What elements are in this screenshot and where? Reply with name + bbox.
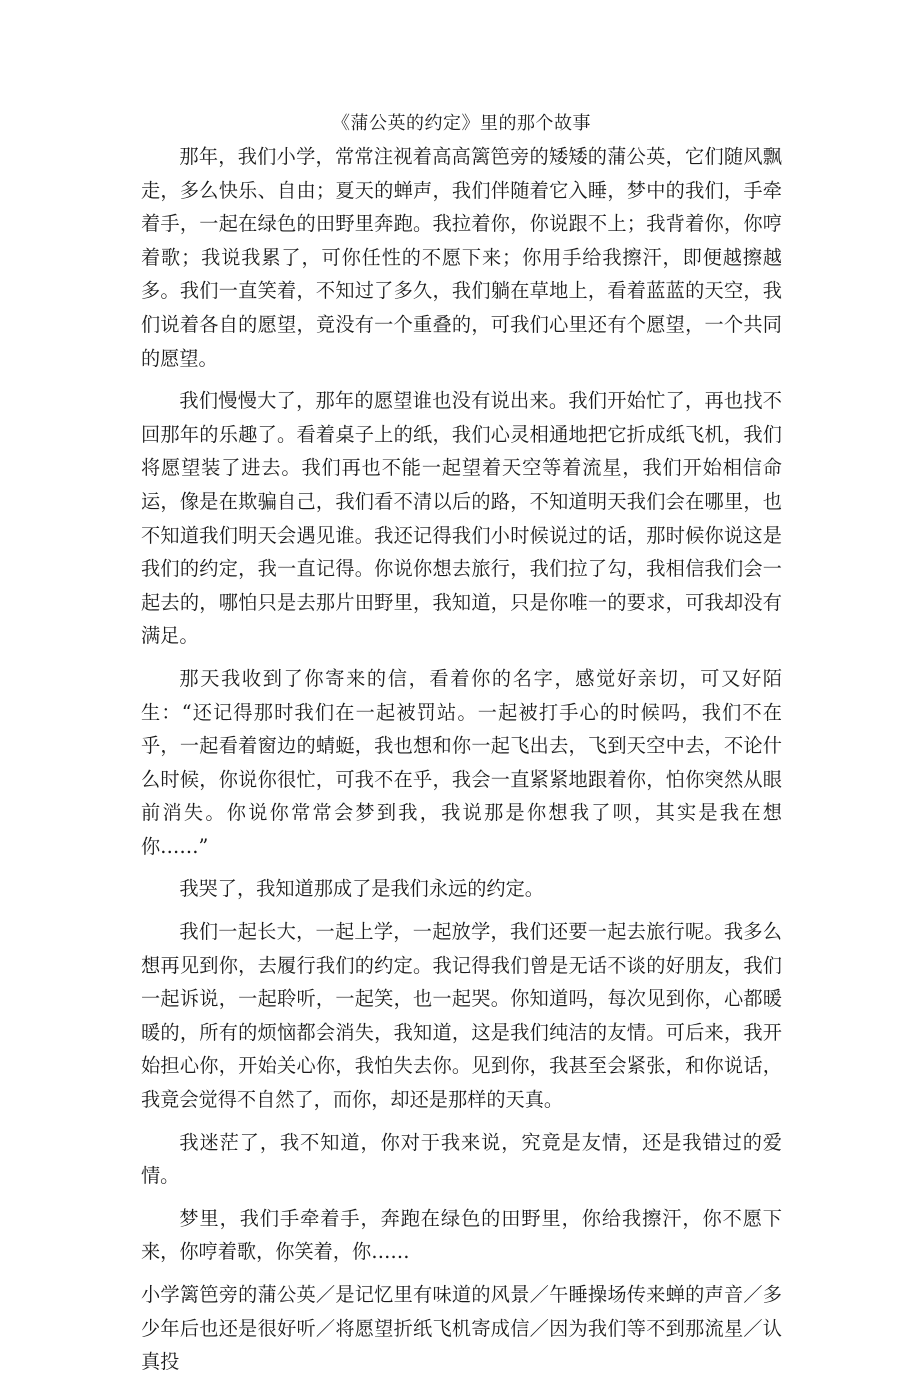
paragraph-5: 我们一起长大，一起上学，一起放学，我们还要一起去旅行呢。我多么想再见到你，去履行我们的约定。我记得我们曾是无话不谈的好朋友，我们一起诉说，一起聆听，一起笑，也一起哭。你知道吗，每次见到你，心都暖暖的，所有的烦恼都会消失，我知道，这是我们纯洁的友情。可后来，我开始担心你，开始关心你，我怕失去你。见到你，我甚至会紧张，和你说话，我竟会觉得不自然了，而你，却还是那样的天真。 xyxy=(141,920,782,1112)
lyrics-excerpt: 小学篱笆旁的蒲公英／是记忆里有味道的风景／午睡操场传来蝉的声音／多少年后也还是很好听／将愿望折纸飞机寄成信／因为我们等不到那流星／认真投 xyxy=(141,1283,782,1374)
paragraph-4: 我哭了，我知道那成了是我们永远的约定。 xyxy=(179,877,544,901)
paragraph-2: 我们慢慢大了，那年的愿望谁也没有说出来。我们开始忙了，再也找不回那年的乐趣了。看着桌子上的纸，我们心灵相通地把它折成纸飞机，我们将愿望装了进去。我们再也不能一起望着天空等着流星，我们开始相信命运，像是在欺骗自己，我们看不清以后的路，不知道明天我们会在哪里，也不知道我们明天会遇见谁。我还记得我们小时候说过的话，那时候你说这是我们的约定，我一直记得。你说你想去旅行，我们拉了勾，我相信我们会一起去的，哪怕只是去那片田野里，我知道，只是你唯一的要求，可我却没有满足。 xyxy=(141,389,782,648)
paragraph-7: 梦里，我们手牵着手，奔跑在绿色的田野里，你给我擦汗，你不愿下来，你哼着歌，你笑着，你…… xyxy=(141,1206,782,1264)
paragraph-3: 那天我收到了你寄来的信，看着你的名字，感觉好亲切，可又好陌生：“还记得那时我们在一起被罚站。一起被打手心的时候吗，我们不在乎，一起看着窗边的蜻蜓，我也想和你一起飞出去，飞到天空中去，不论什么时候，你说你很忙，可我不在乎，我会一直紧紧地跟着你，怕你突然从眼前消失。你说你常常会梦到我，我说那是你想我了呗，其实是我在想你……” xyxy=(141,666,782,858)
paragraph-6: 我迷茫了，我不知道，你对于我来说，究竟是友情，还是我错过的爱情。 xyxy=(141,1130,782,1188)
paragraph-1: 那年，我们小学，常常注视着高高篱笆旁的矮矮的蒲公英，它们随风飘走，多么快乐、自由；夏天的蝉声，我们伴随着它入睡，梦中的我们，手牵着手，一起在绿色的田野里奔跑。我拉着你，你说跟不上；我背着你，你哼着歌；我说我累了，可你任性的不愿下来；你用手给我擦汗，即便越擦越多。我们一直笑着，不知过了多久，我们躺在草地上，看着蓝蓝的天空，我们说着各自的愿望，竟没有一个重叠的，可我们心里还有个愿望，一个共同的愿望。 xyxy=(141,145,782,370)
document-title: 《蒲公英的约定》里的那个故事 xyxy=(332,113,591,134)
document-page xyxy=(141,112,782,1388)
